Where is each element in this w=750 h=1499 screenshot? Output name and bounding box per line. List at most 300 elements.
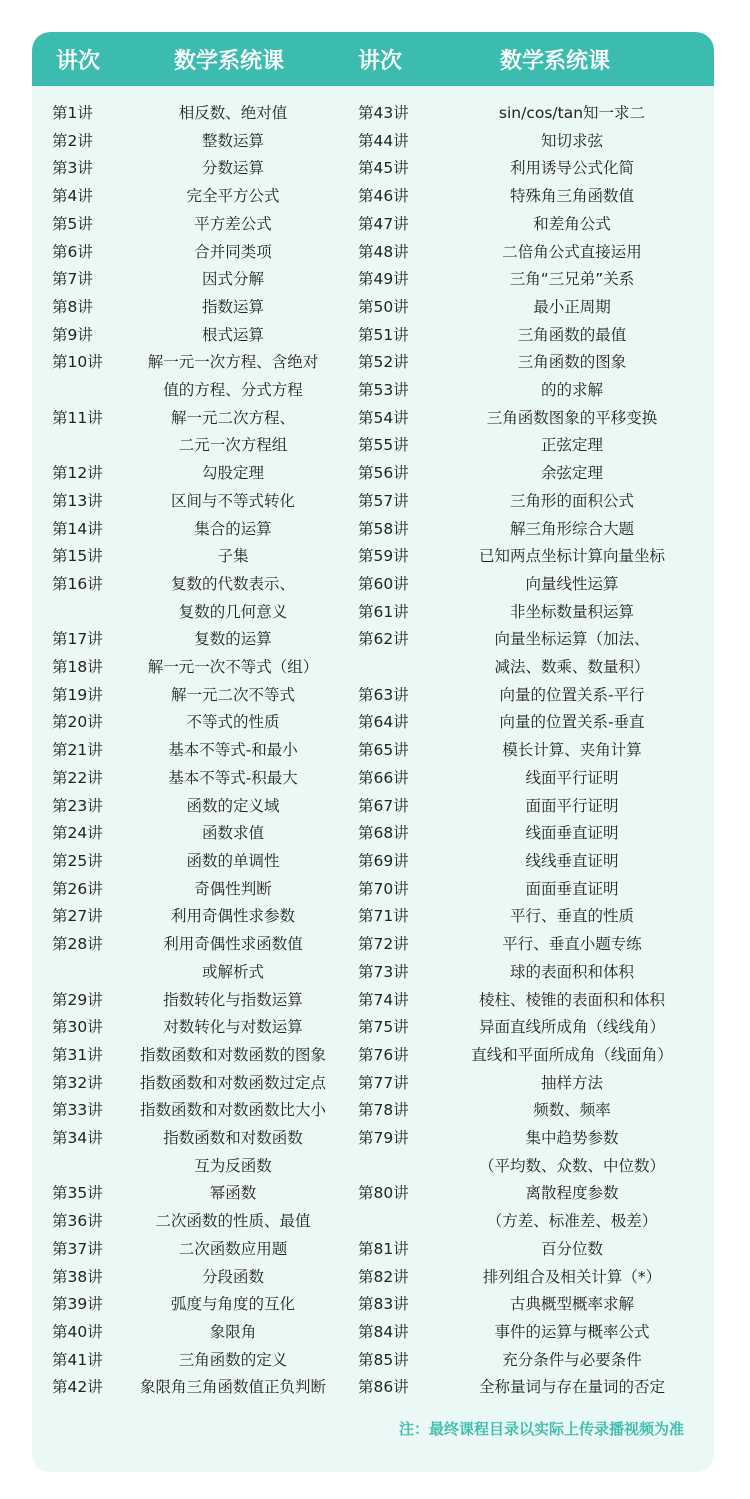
lecture-number: 第16讲 (52, 574, 103, 593)
lecture-topic (110, 488, 356, 516)
lecture-topic-line: 线面垂直证明 (525, 824, 619, 843)
lecture-row (32, 405, 352, 460)
lecture-topic (110, 405, 356, 460)
lecture-topic-line: 三角函数图象的平移变换 (486, 408, 658, 427)
lecture-row (32, 737, 352, 765)
lecture-topic-line: 向量坐标运算（加法、 (494, 630, 650, 649)
lecture-number: 第77讲 (358, 1073, 409, 1092)
lecture-row (352, 876, 714, 904)
lecture-number: 第27讲 (52, 907, 103, 926)
lecture-topic-line: 二倍角公式直接运用 (502, 242, 642, 261)
lecture-row (352, 737, 714, 765)
lecture-number: 第8讲 (52, 297, 93, 316)
lecture-topic-line: 减法、数乘、数量积） (494, 658, 650, 677)
lecture-topic-line: 根式运算 (201, 325, 264, 344)
lecture-row (352, 294, 714, 322)
lecture-number: 第30讲 (52, 1018, 103, 1037)
lecture-row (32, 239, 352, 267)
left-column (32, 100, 352, 1402)
lecture-topic (110, 322, 356, 350)
lecture-topic-line: 的的求解 (540, 381, 603, 400)
footer-note: 注：最终课程目录以实际上传录播视频为准 (398, 1420, 684, 1438)
lecture-topic-line: 离散程度参数 (525, 1184, 619, 1203)
lecture-number: 第26讲 (52, 879, 103, 898)
lecture-number: 第5讲 (52, 214, 93, 233)
lecture-row (32, 848, 352, 876)
lecture-row (352, 405, 714, 433)
lecture-topic (434, 405, 710, 433)
lecture-number: 第80讲 (358, 1184, 409, 1203)
lecture-row (32, 903, 352, 931)
lecture-topic (110, 349, 356, 404)
lecture-topic (434, 709, 710, 737)
lecture-topic-line: 集中趋势参数 (525, 1129, 619, 1148)
lecture-row (32, 322, 352, 350)
lecture-number: 第76讲 (358, 1045, 409, 1064)
lecture-topic-line: 整数运算 (201, 131, 264, 150)
lecture-topic-line: 指数函数和对数函数 (163, 1129, 303, 1148)
lecture-topic (434, 599, 710, 627)
lecture-topic (110, 239, 356, 267)
lecture-row (32, 1374, 352, 1402)
lecture-row (32, 793, 352, 821)
lecture-number: 第12讲 (52, 464, 103, 483)
header-lecture-right: 讲次 (358, 49, 403, 74)
lecture-number: 第57讲 (358, 491, 409, 510)
lecture-topic (434, 100, 710, 128)
lecture-topic (110, 1319, 356, 1347)
lecture-topic-line: 对数转化与对数运算 (163, 1018, 303, 1037)
lecture-topic-line: 球的表面积和体积 (509, 962, 634, 981)
lecture-topic (110, 1208, 356, 1236)
lecture-row (352, 959, 714, 987)
lecture-topic (110, 1097, 356, 1125)
lecture-number: 第72讲 (358, 935, 409, 954)
course-table-card (32, 32, 714, 1472)
lecture-row (352, 709, 714, 737)
lecture-number: 第59讲 (358, 547, 409, 566)
lecture-row (32, 1319, 352, 1347)
lecture-topic-line: 特殊角三角函数值 (509, 187, 634, 206)
lecture-topic (434, 1097, 710, 1125)
lecture-topic-line: 或解析式 (201, 962, 264, 981)
lecture-topic (434, 1042, 710, 1070)
lecture-number: 第13讲 (52, 491, 103, 510)
lecture-topic-line: 模长计算、夹角计算 (502, 741, 642, 760)
lecture-topic-line: 指数函数和对数函数的图象 (139, 1045, 326, 1064)
lecture-topic-line: 象限角三角函数值正负判断 (139, 1378, 326, 1397)
lecture-row (352, 1319, 714, 1347)
lecture-topic-line: 函数的定义域 (186, 796, 280, 815)
lecture-row (32, 460, 352, 488)
lecture-number: 第54讲 (358, 408, 409, 427)
lecture-topic (434, 211, 710, 239)
lecture-number: 第28讲 (52, 935, 103, 954)
lecture-topic-line: 完全平方公式 (186, 187, 280, 206)
lecture-row (32, 349, 352, 404)
lecture-topic (110, 183, 356, 211)
lecture-topic-line: 因式分解 (201, 270, 264, 289)
lecture-topic (434, 155, 710, 183)
lecture-topic-line: 排列组合及相关计算（*） (482, 1267, 662, 1286)
lecture-number: 第15讲 (52, 547, 103, 566)
lecture-number: 第81讲 (358, 1239, 409, 1258)
lecture-topic (110, 266, 356, 294)
lecture-topic-line: 指数函数和对数函数过定点 (139, 1073, 326, 1092)
lecture-number: 第7讲 (52, 270, 93, 289)
lecture-topic (434, 128, 710, 156)
lecture-topic (434, 571, 710, 599)
lecture-topic (110, 1042, 356, 1070)
lecture-row (32, 1125, 352, 1180)
lecture-row (352, 1236, 714, 1264)
lecture-row (352, 100, 714, 128)
lecture-topic (110, 737, 356, 765)
lecture-row (32, 571, 352, 626)
lecture-number: 第61讲 (358, 602, 409, 621)
lecture-row (352, 1291, 714, 1319)
lecture-number: 第70讲 (358, 879, 409, 898)
lecture-number: 第3讲 (52, 159, 93, 178)
lecture-row (352, 1264, 714, 1292)
lecture-topic-line: 平行、垂直的性质 (509, 907, 634, 926)
lecture-row (32, 765, 352, 793)
lecture-topic (434, 820, 710, 848)
lecture-number: 第85讲 (358, 1350, 409, 1369)
lecture-topic-line: 面面平行证明 (525, 796, 619, 815)
lecture-topic-line: 象限角 (209, 1322, 257, 1341)
lecture-topic-line: 分段函数 (201, 1267, 264, 1286)
lecture-row (32, 1042, 352, 1070)
lecture-topic-line: 值的方程、分式方程 (163, 381, 303, 400)
lecture-topic (110, 931, 356, 986)
lecture-row (352, 128, 714, 156)
lecture-number: 第31讲 (52, 1045, 103, 1064)
lecture-topic (434, 765, 710, 793)
lecture-topic-line: 向量的位置关系-平行 (499, 685, 645, 704)
lecture-topic (110, 1125, 356, 1180)
lecture-number: 第22讲 (52, 768, 103, 787)
lecture-topic (434, 1374, 710, 1402)
lecture-number: 第49讲 (358, 270, 409, 289)
lecture-topic (434, 959, 710, 987)
lecture-topic-line: 直线和平面所成角（线面角） (471, 1045, 673, 1064)
lecture-number: 第36讲 (52, 1212, 103, 1231)
lecture-row (352, 1042, 714, 1070)
lecture-number: 第29讲 (52, 990, 103, 1009)
lecture-topic (434, 322, 710, 350)
lecture-row (32, 987, 352, 1015)
lecture-topic (110, 1070, 356, 1098)
lecture-row (352, 155, 714, 183)
lecture-topic-line: 幂函数 (209, 1184, 257, 1203)
lecture-number: 第19讲 (52, 685, 103, 704)
lecture-topic (110, 211, 356, 239)
lecture-topic (110, 1374, 356, 1402)
lecture-row (32, 709, 352, 737)
lecture-row (352, 211, 714, 239)
lecture-topic-line: sin/cos/tan知一求二 (498, 104, 646, 122)
lecture-row (352, 432, 714, 460)
lecture-topic-line: 已知两点坐标计算向量坐标 (478, 547, 665, 566)
lecture-number: 第55讲 (358, 436, 409, 455)
lecture-topic (110, 848, 356, 876)
lecture-number: 第2讲 (52, 131, 93, 150)
lecture-row (32, 543, 352, 571)
lecture-topic (434, 1236, 710, 1264)
lecture-topic (110, 820, 356, 848)
lecture-row (352, 626, 714, 681)
lecture-row (32, 1291, 352, 1319)
lecture-number: 第9讲 (52, 325, 93, 344)
lecture-topic (110, 654, 356, 682)
lecture-topic (110, 682, 356, 710)
lecture-row (32, 626, 352, 654)
lecture-topic-line: 平方差公式 (194, 214, 272, 233)
lecture-topic (434, 1347, 710, 1375)
lecture-row (352, 903, 714, 931)
lecture-topic (110, 876, 356, 904)
lecture-topic-line: 充分条件与必要条件 (502, 1350, 642, 1369)
lecture-topic-line: 和差角公式 (533, 214, 611, 233)
right-column (352, 100, 714, 1402)
lecture-row (352, 266, 714, 294)
lecture-topic (434, 1291, 710, 1319)
lecture-topic (434, 516, 710, 544)
lecture-topic-line: 百分位数 (540, 1239, 603, 1258)
lecture-topic-line: 不等式的性质 (186, 713, 280, 732)
lecture-row (32, 1014, 352, 1042)
lecture-number: 第69讲 (358, 851, 409, 870)
lecture-row (32, 488, 352, 516)
lecture-topic-line: 三角形的面积公式 (509, 491, 634, 510)
lecture-topic-line: （平均数、众数、中位数） (478, 1156, 665, 1175)
lecture-row (352, 543, 714, 571)
lecture-topic-line: 解一元二次不等式 (170, 685, 295, 704)
lecture-row (352, 183, 714, 211)
lecture-topic (434, 903, 710, 931)
lecture-row (352, 599, 714, 627)
lecture-number: 第43讲 (358, 104, 409, 122)
lecture-row (352, 848, 714, 876)
lecture-number: 第52讲 (358, 353, 409, 372)
lecture-topic-line: 利用奇偶性求函数值 (163, 935, 303, 954)
lecture-topic (434, 488, 710, 516)
lecture-row (352, 239, 714, 267)
lecture-topic (434, 737, 710, 765)
lecture-row (352, 322, 714, 350)
lecture-number: 第63讲 (358, 685, 409, 704)
lecture-topic-line: 解一元二次方程、 (170, 408, 295, 427)
lecture-topic-line: 指数转化与指数运算 (163, 990, 303, 1009)
lecture-number: 第38讲 (52, 1267, 103, 1286)
lecture-topic (110, 1264, 356, 1292)
lecture-topic (434, 1180, 710, 1235)
lecture-topic (110, 155, 356, 183)
lecture-number: 第42讲 (52, 1378, 103, 1397)
lecture-number: 第4讲 (52, 187, 93, 206)
lecture-number: 第75讲 (358, 1018, 409, 1037)
lecture-number: 第66讲 (358, 768, 409, 787)
lecture-number: 第17讲 (52, 630, 103, 649)
lecture-number: 第74讲 (358, 990, 409, 1009)
lecture-number: 第84讲 (358, 1322, 409, 1341)
lecture-topic-line: 异面直线所成角（线线角） (478, 1018, 665, 1037)
lecture-topic-line: 三角函数的最值 (517, 325, 627, 344)
lecture-row (32, 1180, 352, 1208)
lecture-topic-line: 最小正周期 (533, 297, 611, 316)
lecture-row (32, 931, 352, 986)
lecture-topic-line: 集合的运算 (194, 519, 272, 538)
lecture-topic-line: 平行、垂直小题专练 (502, 935, 642, 954)
lecture-topic (434, 377, 710, 405)
lecture-number: 第34讲 (52, 1129, 103, 1148)
lecture-number: 第82讲 (358, 1267, 409, 1286)
lecture-row (32, 1236, 352, 1264)
lecture-number: 第46讲 (358, 187, 409, 206)
lecture-number: 第60讲 (358, 574, 409, 593)
lecture-number: 第1讲 (52, 104, 93, 122)
lecture-topic-line: 余弦定理 (540, 464, 603, 483)
lecture-topic-line: 合并同类项 (194, 242, 272, 261)
lecture-number: 第40讲 (52, 1322, 103, 1341)
lecture-topic-line: 二次函数应用题 (178, 1239, 288, 1258)
lecture-topic-line: 事件的运算与概率公式 (494, 1322, 650, 1341)
lecture-topic-line: 基本不等式-和最小 (168, 741, 298, 760)
lecture-topic (434, 1319, 710, 1347)
lecture-number: 第56讲 (358, 464, 409, 483)
lecture-topic-line: 向量线性运算 (525, 574, 619, 593)
lecture-topic (434, 349, 710, 377)
lecture-topic (110, 1291, 356, 1319)
lecture-number: 第41讲 (52, 1350, 103, 1369)
lecture-topic-line: 分数运算 (201, 159, 264, 178)
lecture-topic-line: 棱柱、棱锥的表面积和体积 (478, 990, 665, 1009)
table-header (32, 32, 714, 86)
lecture-row (352, 793, 714, 821)
lecture-row (352, 765, 714, 793)
lecture-number: 第58讲 (358, 519, 409, 538)
lecture-topic-line: 函数求值 (201, 824, 264, 843)
lecture-row (352, 1125, 714, 1180)
lecture-number: 第21讲 (52, 741, 103, 760)
lecture-row (32, 266, 352, 294)
lecture-topic (110, 516, 356, 544)
lecture-number: 第86讲 (358, 1378, 409, 1397)
lecture-number: 第71讲 (358, 907, 409, 926)
lecture-row (352, 460, 714, 488)
lecture-topic (434, 987, 710, 1015)
lecture-topic-line: 非坐标数量积运算 (509, 602, 634, 621)
lecture-row (352, 931, 714, 959)
lecture-row (32, 128, 352, 156)
lecture-number: 第14讲 (52, 519, 103, 538)
lecture-row (32, 211, 352, 239)
lecture-number: 第33讲 (52, 1101, 103, 1120)
lecture-topic (110, 1236, 356, 1264)
lecture-number: 第37讲 (52, 1239, 103, 1258)
lecture-topic-line: 知切求弦 (540, 131, 603, 150)
lecture-number: 第73讲 (358, 962, 409, 981)
lecture-number: 第48讲 (358, 242, 409, 261)
lecture-number: 第25讲 (52, 851, 103, 870)
lecture-topic-line: 函数的单调性 (186, 851, 280, 870)
lecture-number: 第47讲 (358, 214, 409, 233)
lecture-topic-line: 二元一次方程组 (178, 436, 288, 455)
lecture-topic-line: 线面平行证明 (525, 768, 619, 787)
lecture-row (32, 155, 352, 183)
lecture-row (32, 820, 352, 848)
lecture-row (32, 654, 352, 682)
lecture-topic (110, 1180, 356, 1208)
lecture-topic (110, 128, 356, 156)
lecture-topic (434, 848, 710, 876)
lecture-row (352, 516, 714, 544)
lecture-topic (434, 1070, 710, 1098)
lecture-topic-line: 三角函数的图象 (517, 353, 627, 372)
lecture-topic-line: 抽样方法 (540, 1073, 603, 1092)
lecture-number: 第50讲 (358, 297, 409, 316)
lecture-topic-line: 复数的几何意义 (178, 602, 288, 621)
lecture-topic-line: 复数的代数表示、 (170, 574, 295, 593)
header-lecture-left: 讲次 (56, 49, 101, 74)
lecture-row (352, 1374, 714, 1402)
lecture-row (32, 682, 352, 710)
lecture-number: 第64讲 (358, 713, 409, 732)
lecture-topic-line: 面面垂直证明 (525, 879, 619, 898)
lecture-number: 第32讲 (52, 1073, 103, 1092)
lecture-topic-line: 弧度与角度的互化 (170, 1295, 295, 1314)
lecture-topic-line: 古典概型概率求解 (509, 1295, 634, 1314)
lecture-topic (434, 793, 710, 821)
lecture-number: 第44讲 (358, 131, 409, 150)
lecture-row (32, 1097, 352, 1125)
lecture-topic (110, 460, 356, 488)
lecture-topic-line: 正弦定理 (540, 436, 603, 455)
lecture-number: 第24讲 (52, 824, 103, 843)
lecture-topic (434, 294, 710, 322)
lecture-topic-line: 勾股定理 (201, 464, 264, 483)
lecture-number: 第35讲 (52, 1184, 103, 1203)
lecture-topic-line: 解一元一次不等式（组） (147, 658, 319, 677)
lecture-topic (110, 987, 356, 1015)
lecture-row (352, 1180, 714, 1235)
lecture-topic (434, 931, 710, 959)
lecture-row (352, 987, 714, 1015)
lecture-topic (110, 626, 356, 654)
lecture-topic (434, 239, 710, 267)
lecture-row (352, 1347, 714, 1375)
lecture-row (32, 183, 352, 211)
lecture-row (352, 1070, 714, 1098)
lecture-topic-line: 利用奇偶性求参数 (170, 907, 295, 926)
lecture-number: 第6讲 (52, 242, 93, 261)
lecture-topic-line: 互为反函数 (194, 1156, 272, 1175)
lecture-number: 第78讲 (358, 1101, 409, 1120)
lecture-topic (110, 1014, 356, 1042)
lecture-number: 第83讲 (358, 1295, 409, 1314)
lecture-number: 第53讲 (358, 381, 409, 400)
lecture-topic-line: 频数、频率 (533, 1101, 611, 1120)
lecture-row (352, 349, 714, 377)
lecture-topic (434, 432, 710, 460)
lecture-number: 第18讲 (52, 658, 103, 677)
lecture-row (32, 1208, 352, 1236)
lecture-topic (110, 543, 356, 571)
lecture-topic (434, 460, 710, 488)
lecture-topic (110, 765, 356, 793)
lecture-topic-line: 三角“三兄弟”关系 (509, 270, 635, 289)
